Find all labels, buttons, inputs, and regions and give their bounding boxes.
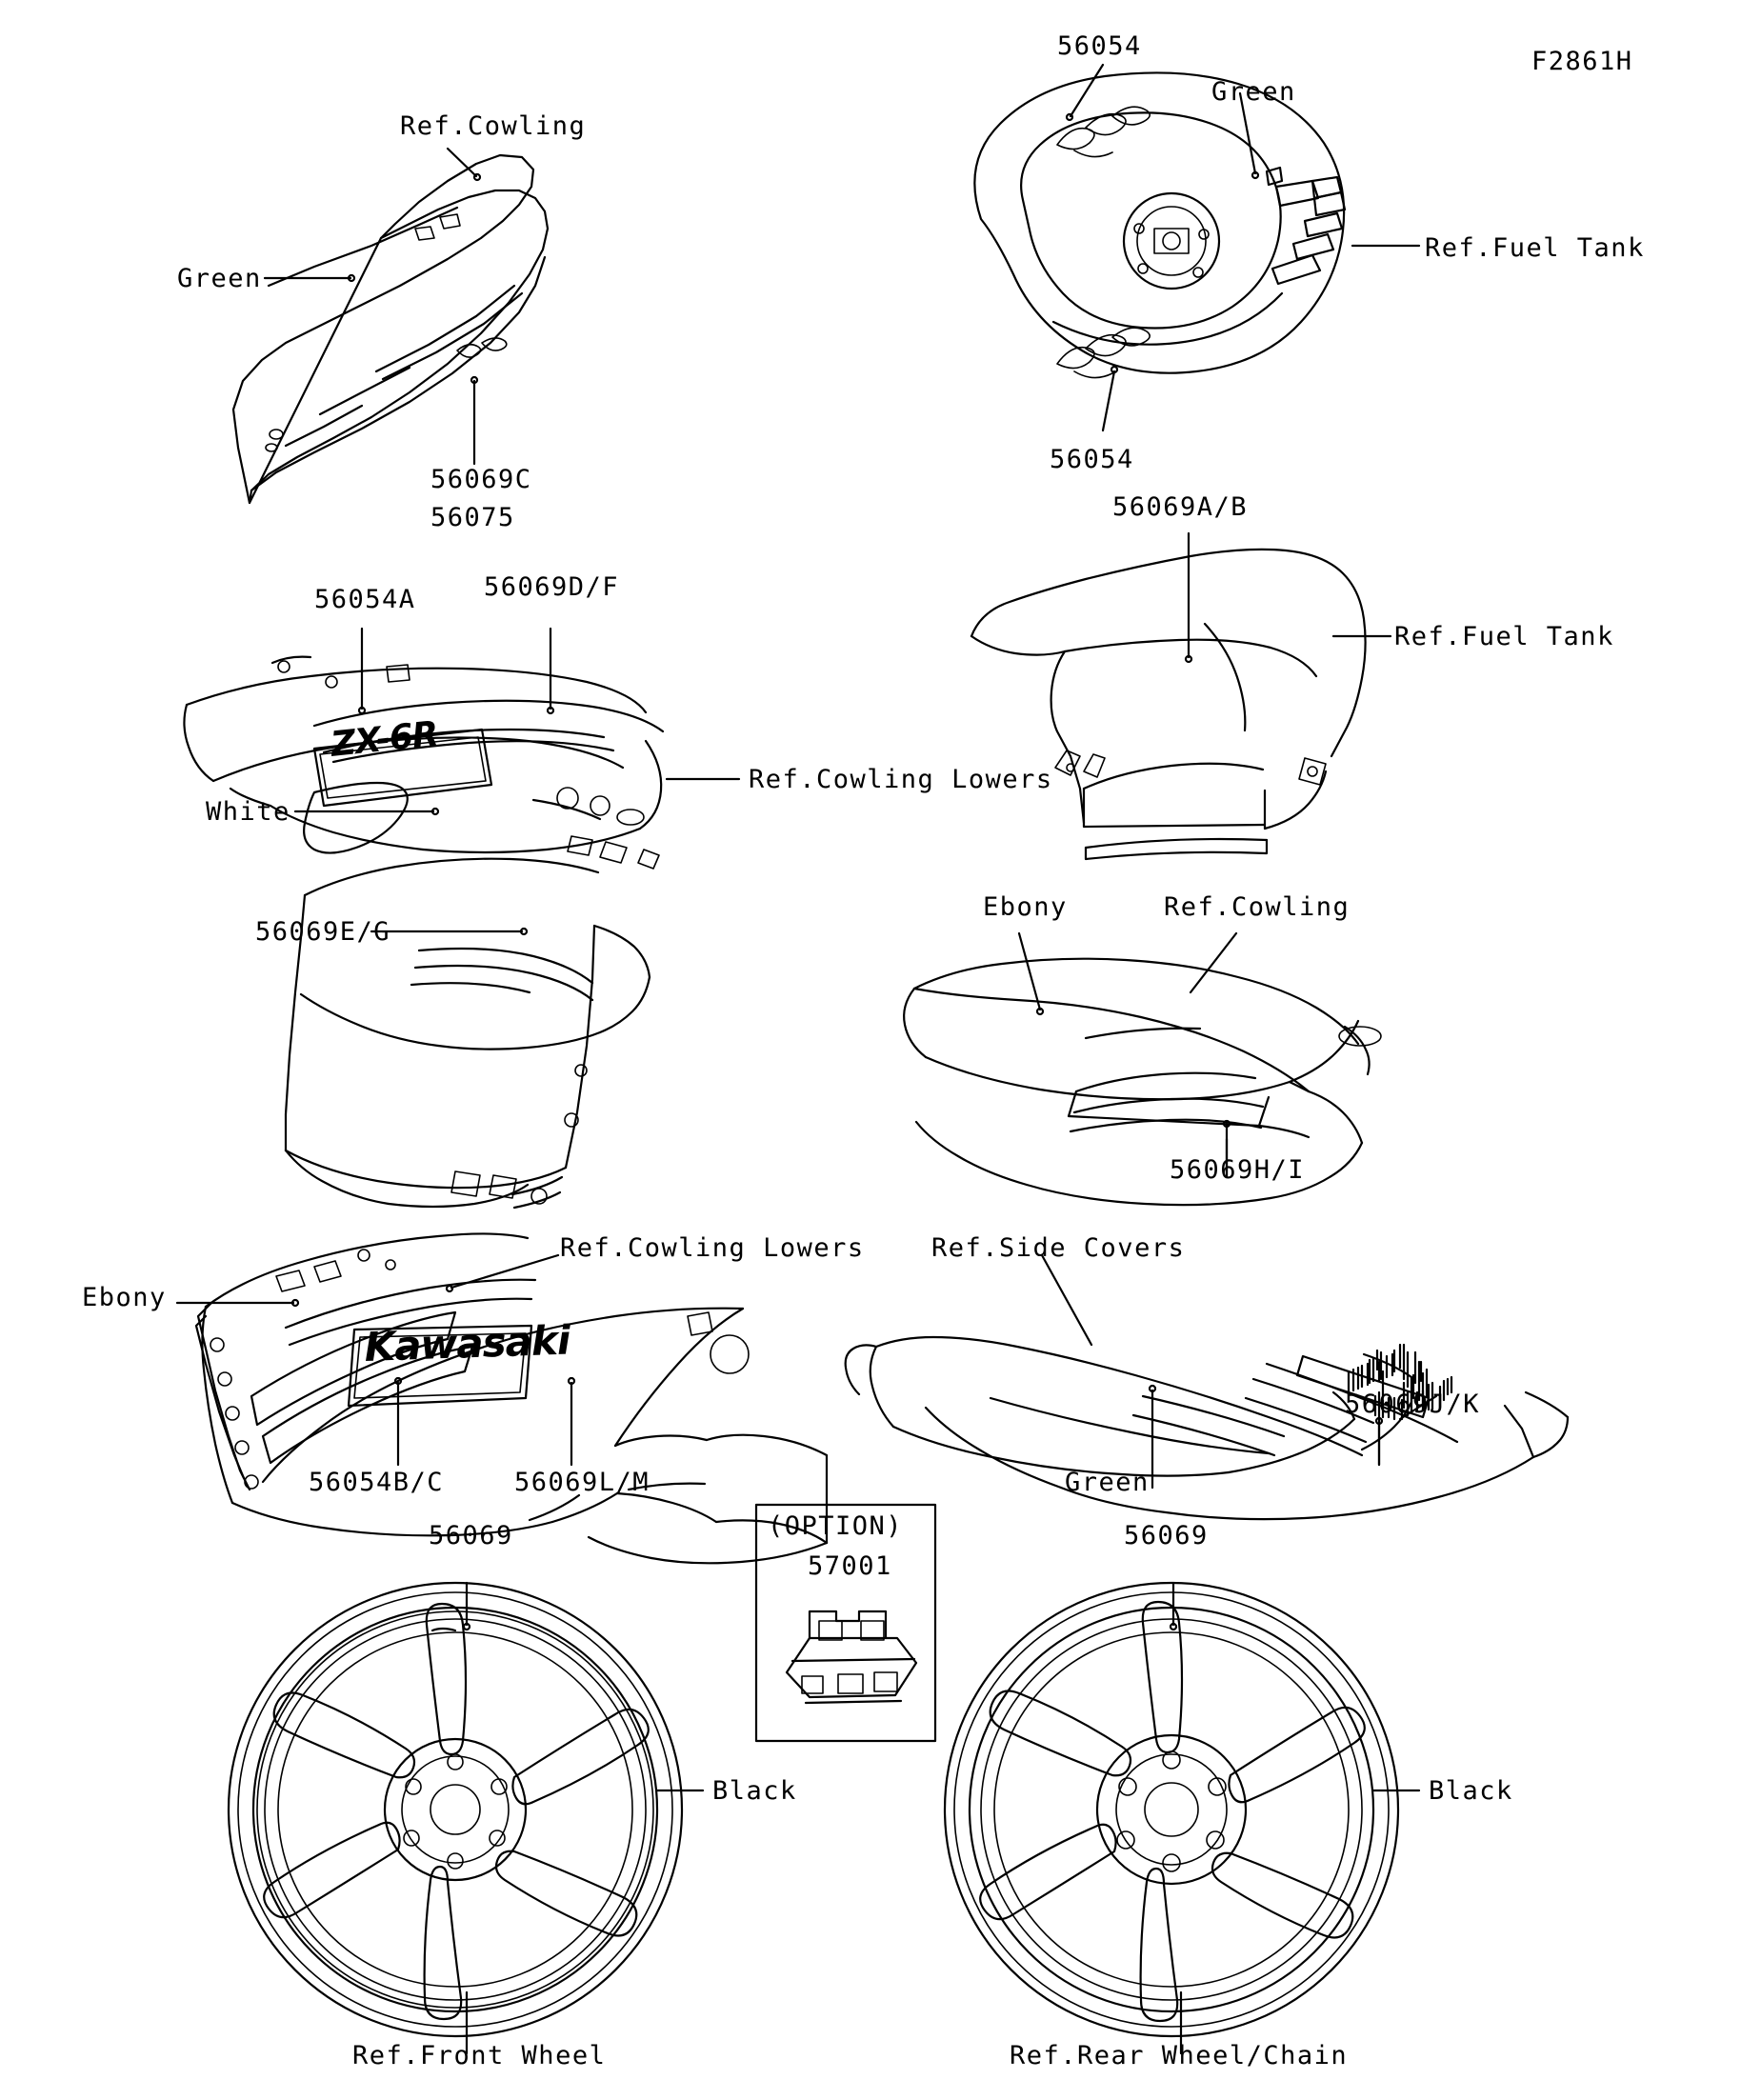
part-56069-front: 56069 — [429, 1521, 513, 1550]
label-green-side-cover: Green — [1065, 1468, 1150, 1497]
label-option: (OPTION) — [768, 1511, 904, 1541]
part-56054-bottom: 56054 — [1050, 445, 1134, 474]
part-56054A: 56054A — [314, 585, 416, 614]
side-cover-leaders — [1042, 1255, 1451, 1488]
tank-cover-leaders — [1186, 533, 1391, 662]
label-black-rear: Black — [1429, 1776, 1513, 1806]
part-56075: 56075 — [430, 503, 515, 532]
front-cowling-leaders — [265, 149, 480, 464]
fuel-tank-art — [974, 72, 1345, 377]
front-wheel-art — [229, 1583, 682, 2036]
part-56054BC: 56054B/C — [309, 1468, 445, 1497]
label-ref-cowling-lowers-low: Ref.Cowling Lowers — [560, 1233, 865, 1263]
rear-wheel-art — [945, 1583, 1398, 2036]
part-56069-rear: 56069 — [1124, 1521, 1209, 1550]
front-wheel-leaders — [464, 1583, 703, 2053]
label-ref-rear-wheel: Ref.Rear Wheel/Chain — [1010, 2041, 1349, 2070]
front-cowling-art — [233, 155, 548, 503]
tank-cover-art — [971, 550, 1366, 859]
diagram-code: F2861H — [1531, 47, 1633, 76]
label-green-front-cowling: Green — [177, 264, 262, 293]
rear-wheel-leaders — [1171, 1583, 1419, 2053]
part-57001: 57001 — [808, 1551, 892, 1581]
side-cover-art — [846, 1337, 1568, 1519]
label-ebony-lower: Ebony — [82, 1283, 167, 1312]
part-56069HI: 56069H/I — [1170, 1155, 1306, 1185]
label-black-front: Black — [712, 1776, 797, 1806]
label-ref-fuel-tank-top: Ref.Fuel Tank — [1425, 233, 1645, 263]
fuel-tank-leaders — [1067, 65, 1419, 430]
kawasaki-decal-text: Kawasaki — [363, 1316, 571, 1370]
label-ref-cowling-front: Ref.Cowling — [400, 111, 587, 141]
ninja-decal-top — [1057, 107, 1150, 156]
label-ref-fuel-tank-mid: Ref.Fuel Tank — [1394, 622, 1614, 651]
label-ref-front-wheel: Ref.Front Wheel — [352, 2041, 607, 2070]
label-ref-cowling-lowers-mid: Ref.Cowling Lowers — [749, 765, 1053, 794]
label-white: White — [206, 797, 290, 827]
seat-cowl-art — [904, 959, 1381, 1205]
label-ebony-seat: Ebony — [983, 892, 1068, 922]
part-56069C: 56069C — [430, 465, 532, 494]
part-56069AB: 56069A/B — [1112, 492, 1249, 522]
part-56069DF: 56069D/F — [484, 572, 620, 602]
lower-cowling-art — [196, 1233, 827, 1563]
mid-cowling-leaders — [295, 629, 739, 934]
label-ref-cowling-seat: Ref.Cowling — [1164, 892, 1351, 922]
part-56069EG: 56069E/G — [255, 917, 391, 947]
label-green-fuel-tank: Green — [1211, 77, 1296, 107]
part-56054-top: 56054 — [1057, 31, 1142, 61]
part-56069LM: 56069L/M — [514, 1468, 650, 1497]
ninja-decal-bottom — [1057, 328, 1150, 377]
seat-cowl-leaders — [1019, 933, 1236, 1177]
label-ref-side-covers: Ref.Side Covers — [931, 1233, 1186, 1263]
part-56069JK: 56069J/K — [1345, 1390, 1481, 1419]
zx6r-decal-text: ZX-6R — [329, 714, 440, 765]
